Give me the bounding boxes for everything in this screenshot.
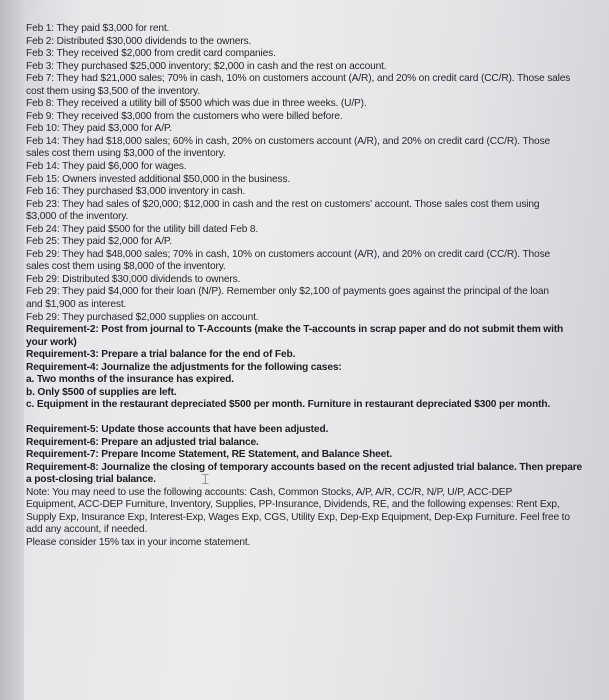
- note-line: Please consider 15% tax in your income statement.: [26, 536, 251, 548]
- transaction-line: Feb 29: They had $48,000 sales; 70% in cash, 10% on customers account (A/R), and 20% on credit card (CC/R). Those: [26, 248, 551, 260]
- transaction-line: Feb 23: They had sales of $20,000; $12,000 in cash and the rest on customers' account. Those sales cost them using: [26, 198, 540, 210]
- transaction-line: Feb 29: Distributed $30,000 dividends to owners.: [26, 273, 241, 285]
- transaction-line: Feb 16: They purchased $3,000 inventory in cash.: [26, 186, 246, 198]
- transaction-line: sales cost them using $3,000 of the inventory.: [26, 148, 226, 160]
- transaction-line: Feb 2: Distributed $30,000 dividends to the owners.: [26, 35, 252, 47]
- note-line: Equipment, ACC-DEP Furniture, Inventory, Supplies, PP-Insurance, Dividends, RE, and the following expenses: Rent Exp,: [26, 499, 560, 511]
- requirement-line: Requirement-3: Prepare a trial balance for the end of Feb.: [26, 349, 296, 361]
- blank-line: [26, 412, 581, 424]
- transaction-line: Feb 29: They purchased $2,000 supplies on account.: [26, 311, 259, 323]
- adjustment-case-line: b. Only $500 of supplies are left.: [26, 386, 177, 398]
- transaction-line: Feb 1: They paid $3,000 for rent.: [26, 23, 170, 34]
- transaction-line: Feb 9: They received $3,000 from the customers who were billed before.: [26, 110, 343, 122]
- requirement-line: Requirement-6: Prepare an adjusted trial balance.: [26, 436, 259, 448]
- requirement-line: Requirement-8: Journalize the closing of temporary accounts based on the recent adjusted trial balance. Then prepare: [26, 461, 583, 473]
- requirement-line: Requirement-5: Update those accounts that have been adjusted.: [26, 423, 329, 435]
- transaction-line: Feb 15: Owners invested additional $50,000 in the business.: [26, 173, 291, 185]
- note-line: add any account, if needed.: [26, 524, 148, 536]
- transaction-line: $3,000 of the inventory.: [26, 211, 129, 223]
- document-text: [26, 23, 581, 549]
- transaction-line: Feb 10: They paid $3,000 for A/P.: [26, 123, 172, 135]
- transaction-line: Feb 3: They received $2,000 from credit card companies.: [26, 48, 276, 60]
- note-line: Supply Exp, Insurance Exp, Interest-Exp, Wages Exp, CGS, Utility Exp, Dep-Exp Equipment, Dep-Exp Furniture. Feel free to: [26, 511, 570, 523]
- adjustment-case-line: c. Equipment in the restaurant depreciated $500 per month. Furniture in restaurant depreciated $300 per month.: [26, 399, 551, 411]
- transaction-line: Feb 24: They paid $500 for the utility bill dated Feb 8.: [26, 223, 259, 235]
- transaction-line: and $1,900 as interest.: [26, 299, 127, 311]
- transaction-line: Feb 3: They purchased $25,000 inventory; $2,000 in cash and the rest on account.: [26, 60, 387, 72]
- adjustment-case-line: a. Two months of the insurance has expired.: [26, 374, 234, 386]
- text-cursor-icon: ⌶: [201, 472, 210, 488]
- transaction-line: sales cost them using $8,000 of the inventory.: [26, 261, 226, 273]
- page-edge-shadow: [0, 0, 24, 700]
- requirement-line: a post-closing trial balance.: [26, 474, 156, 486]
- transaction-line: Feb 25: They paid $2,000 for A/P.: [26, 236, 172, 248]
- transaction-line: Feb 29: They paid $4,000 for their loan (N/P). Remember only $2,100 of payments goes against the principal of the loan: [26, 286, 549, 298]
- note-line: Note: You may need to use the following accounts: Cash, Common Stocks, A/P, A/R, CC/R, N/P, U/P, ACC-DEP: [26, 486, 513, 498]
- transaction-line: Feb 8: They received a utility bill of $500 which was due in three weeks. (U/P).: [26, 98, 367, 110]
- transaction-line: cost them using $3,500 of the inventory.: [26, 85, 200, 97]
- transaction-line: Feb 14: They paid $6,000 for wages.: [26, 161, 187, 173]
- requirement-line: your work): [26, 336, 77, 348]
- transaction-line: Feb 14: They had $18,000 sales; 60% in cash, 20% on customers account (A/R), and 20% on credit card (CC/R). Those: [26, 135, 551, 147]
- requirement-line: Requirement-2: Post from journal to T-Accounts (make the T-accounts in scrap paper and do not submit them with: [26, 324, 564, 336]
- requirement-line: Requirement-7: Prepare Income Statement, RE Statement, and Balance Sheet.: [26, 449, 393, 461]
- transaction-line: Feb 7: They had $21,000 sales; 70% in cash, 10% on customers account (A/R), and 20% on credit card (CC/R). Those sales: [26, 73, 571, 85]
- requirement-line: Requirement-4: Journalize the adjustments for the following cases:: [26, 361, 342, 373]
